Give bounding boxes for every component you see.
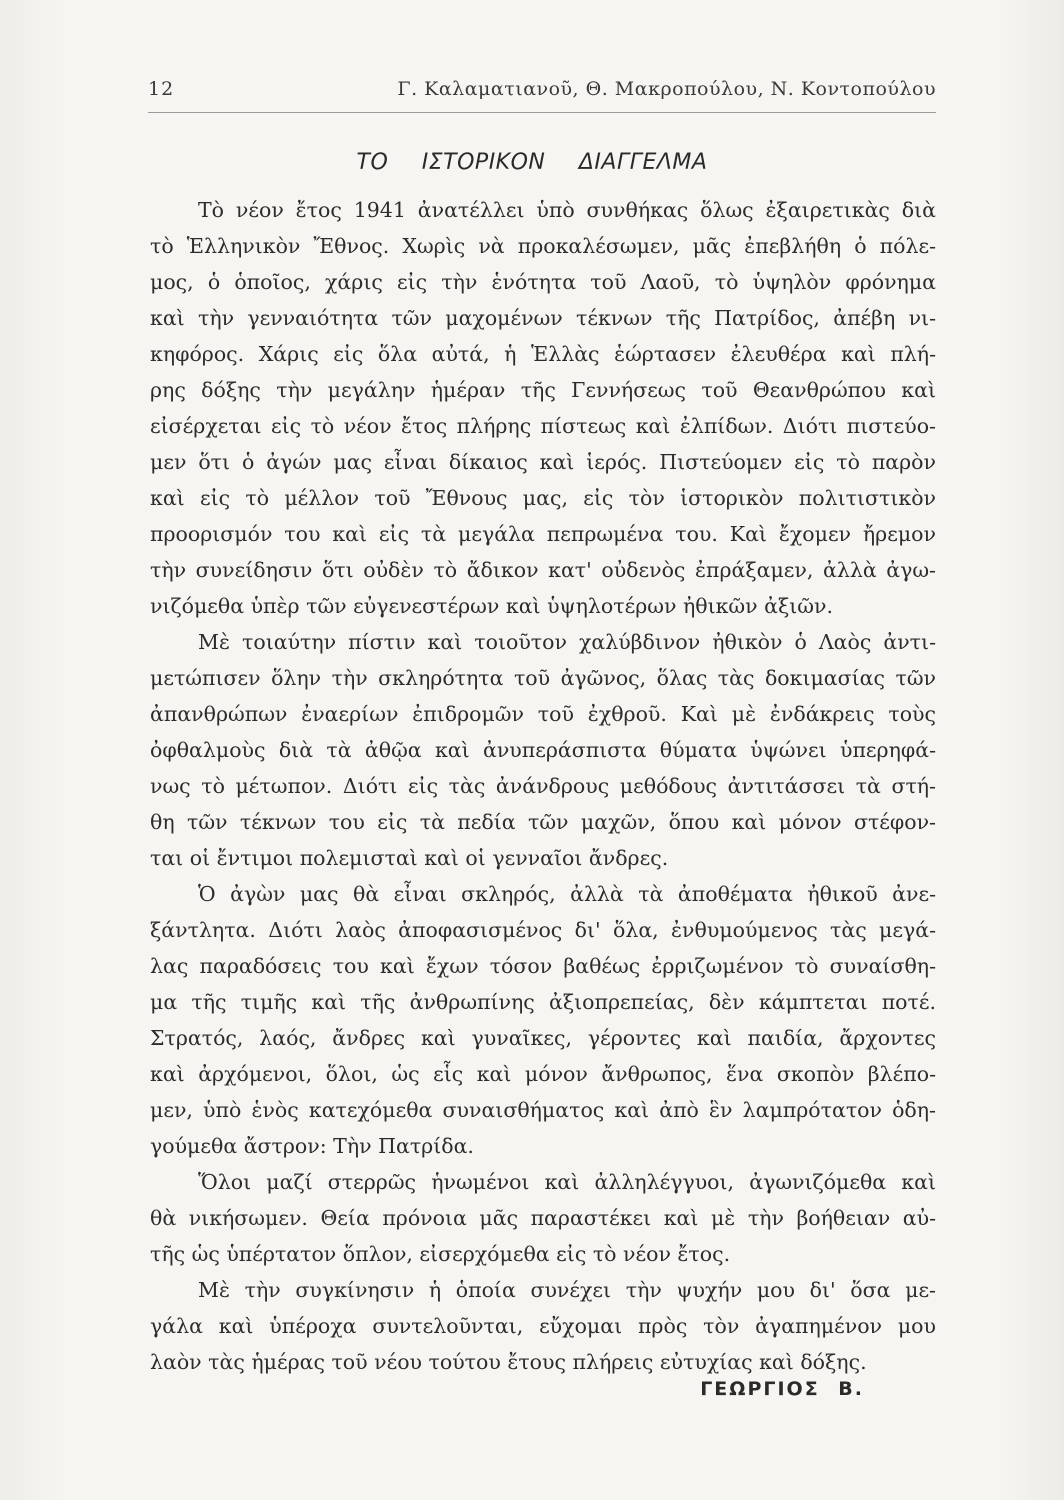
paragraph-1-line: κηφόρος. Χάρις εἰς ὅλα αὐτά, ἡ Ἑλλὰς ἑώρτασεν ἐλευθέρα καὶ πλή- xyxy=(150,342,936,366)
paragraph-1-line: μος, ὁ ὁποῖος, χάρις εἰς τὴν ἑνότητα τοῦ Λαοῦ, τὸ ὑψηλὸν φρόνημα xyxy=(150,270,936,294)
paragraph-3-line: μα τῆς τιμῆς καὶ τῆς ἀνθρωπίνης ἀξιοπρεπείας, δὲν κάμπτεται ποτέ. xyxy=(150,990,936,1014)
paragraph-1-line: καὶ τὴν γενναιότητα τῶν μαχομένων τέκνων τῆς Πατρίδος, ἀπέβη νι- xyxy=(150,306,936,330)
paragraph-3-line: Στρατός, λαός, ἄνδρες καὶ γυναῖκες, γέροντες καὶ παιδία, ἄρχοντες xyxy=(150,1026,936,1050)
paragraph-1-line: Τὸ νέον ἔτος 1941 ἀνατέλλει ὑπὸ συνθήκας ὅλως ἐξαιρετικὰς διὰ xyxy=(198,198,936,222)
paragraph-4-line: τῆς ὡς ὑπέρτατον ὅπλον, εἰσερχόμεθα εἰς τὸ νέον ἔτος. xyxy=(150,1242,731,1266)
running-header xyxy=(148,78,936,110)
paragraph-1-line: καὶ εἰς τὸ μέλλον τοῦ Ἔθνους μας, εἰς τὸν ἱστορικὸν πολιτιστικὸν xyxy=(150,486,936,510)
paragraph-2-line: νως τὸ μέτωπον. Διότι εἰς τὰς ἀνάνδρους μεθόδους ἀντιτάσσει τὰ στή- xyxy=(150,774,936,798)
paragraph-3-line: Ὁ ἀγὼν μας θὰ εἶναι σκληρός, ἀλλὰ τὰ ἀποθέματα ἠθικοῦ ἀνε- xyxy=(198,882,936,906)
paragraph-3-line: καὶ ἀρχόμενοι, ὅλοι, ὡς εἷς καὶ μόνον ἄνθρωπος, ἕνα σκοπὸν βλέπο- xyxy=(150,1062,936,1086)
paragraph-2-line: μετώπισεν ὅλην τὴν σκληρότητα τοῦ ἀγῶνος, ὅλας τὰς δοκιμασίας τῶν xyxy=(150,666,936,690)
paragraph-2-line: ἀπανθρώπων ἐναερίων ἐπιδρομῶν τοῦ ἐχθροῦ. Καὶ μὲ ἐνδάκρεις τοὺς xyxy=(150,702,936,726)
header-rule xyxy=(148,112,936,113)
paragraph-1-line: ρης δόξης τὴν μεγάλην ἡμέραν τῆς Γεννήσεως τοῦ Θεανθρώπου καὶ xyxy=(150,378,936,402)
header-authors: Γ. Καλαματιανοῦ, Θ. Μακροπούλου, Ν. Κοντοπούλου xyxy=(397,78,936,100)
paragraph-5-line: Μὲ τὴν συγκίνησιν ἡ ὁποία συνέχει τὴν ψυχήν μου δι' ὅσα με- xyxy=(198,1278,936,1302)
paragraph-1-line: νιζόμεθα ὑπὲρ τῶν εὐγενεστέρων καὶ ὑψηλοτέρων ἠθικῶν ἀξιῶν. xyxy=(150,594,833,618)
page-title: ΤΟ ΙΣΤΟΡΙΚΟΝ ΔΙΑΓΓΕΛΜΑ xyxy=(356,150,708,175)
page-number: 12 xyxy=(148,78,175,100)
paragraph-2-line: θη τῶν τέκνων του εἰς τὰ πεδία τῶν μαχῶν, ὅπου καὶ μόνον στέφον- xyxy=(150,810,936,834)
paragraph-3-line: ξάντλητα. Διότι λαὸς ἀποφασισμένος δι' ὅλα, ἐνθυμούμενος τὰς μεγά- xyxy=(150,918,936,942)
paragraph-4-line: Ὅλοι μαζί στερρῶς ἡνωμένοι καὶ ἀλληλέγγυοι, ἀγωνιζόμεθα καὶ xyxy=(198,1170,936,1194)
paragraph-4-line: θὰ νικήσωμεν. Θεία πρόνοια μᾶς παραστέκει καὶ μὲ τὴν βοήθειαν αὐ- xyxy=(150,1206,936,1230)
paragraph-1-line: προορισμόν του καὶ εἰς τὰ μεγάλα πεπρωμένα του. Καὶ ἔχομεν ἤρεμον xyxy=(150,522,936,546)
paragraph-2-line: Μὲ τοιαύτην πίστιν καὶ τοιοῦτον χαλύβδινον ἠθικὸν ὁ Λαὸς ἀντι- xyxy=(198,630,936,654)
paragraph-1-line: τὸ Ἑλληνικὸν Ἔθνος. Χωρὶς νὰ προκαλέσωμεν, μᾶς ἐπεβλήθη ὁ πόλε- xyxy=(150,234,936,258)
paragraph-1-line: τὴν συνείδησιν ὅτι οὐδὲν τὸ ἄδικον κατ' οὐδενὸς ἐπράξαμεν, ἀλλὰ ἀγω- xyxy=(150,558,936,582)
paragraph-2-line: ὀφθαλμοὺς διὰ τὰ ἀθῷα καὶ ἀνυπεράσπιστα θύματα ὑψώνει ὑπερηφά- xyxy=(150,738,936,762)
paragraph-5-line: λαὸν τὰς ἡμέρας τοῦ νέου τούτου ἔτους πλήρεις εὐτυχίας καὶ δόξης. xyxy=(150,1350,867,1374)
paragraph-5-line: γάλα καὶ ὑπέροχα συντελοῦνται, εὔχομαι πρὸς τὸν ἀγαπημένον μου xyxy=(150,1314,936,1338)
paragraph-1-line: εἰσέρχεται εἰς τὸ νέον ἔτος πλήρης πίστεως καὶ ἐλπίδων. Διότι πιστεύο- xyxy=(150,414,936,438)
body-text xyxy=(150,192,936,1380)
paragraph-3-line: γούμεθα ἄστρον: Τὴν Πατρίδα. xyxy=(150,1134,474,1158)
paragraph-3-line: μεν, ὑπὸ ἑνὸς κατεχόμεθα συναισθήματος καὶ ἀπὸ ἓν λαμπρότατον ὁδη- xyxy=(150,1098,936,1122)
paragraph-1-line: μεν ὅτι ὁ ἀγών μας εἶναι δίκαιος καὶ ἱερός. Πιστεύομεν εἰς τὸ παρὸν xyxy=(150,450,936,474)
paragraph-2-line: ται οἱ ἔντιμοι πολεμισταὶ καὶ οἱ γενναῖοι ἄνδρες. xyxy=(150,846,669,870)
signature: ΓΕΩΡΓΙΟΣ Β. xyxy=(700,1378,864,1400)
paragraph-3-line: λας παραδόσεις του καὶ ἔχων τόσον βαθέως ἐρριζωμένον τὸ συναίσθη- xyxy=(150,954,936,978)
